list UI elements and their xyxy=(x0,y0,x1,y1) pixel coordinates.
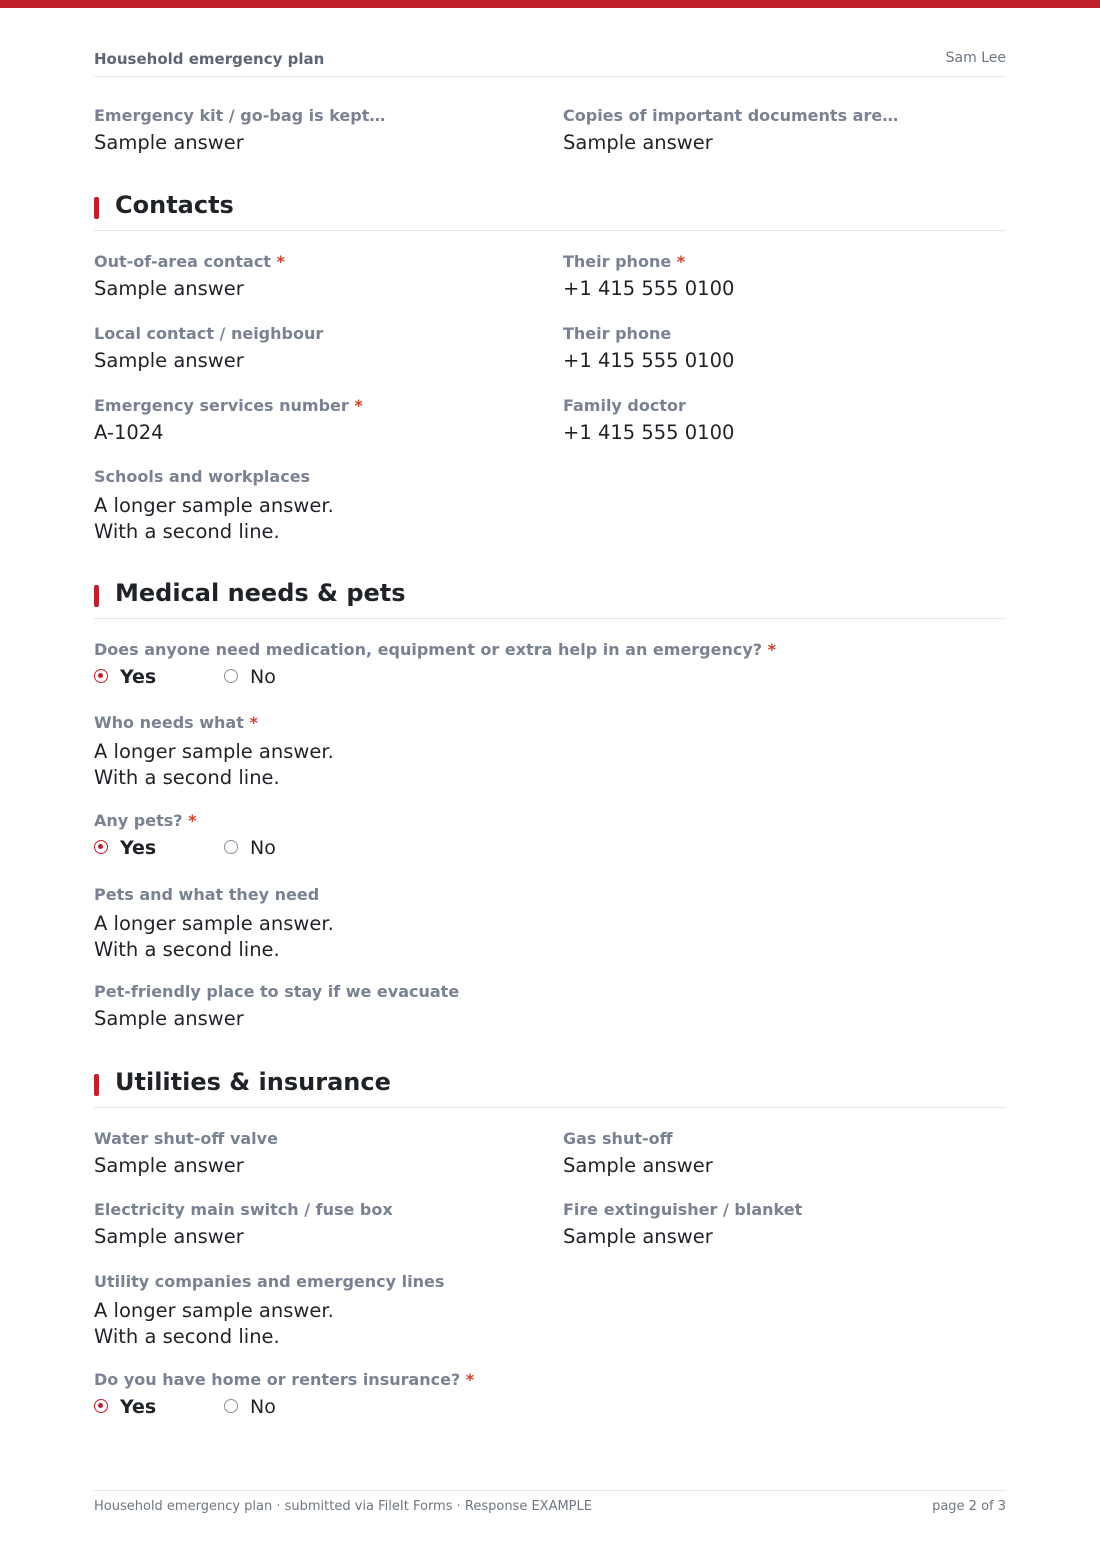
field-label: Out-of-area contact * xyxy=(94,252,285,271)
field-value: +1 415 555 0100 xyxy=(563,349,735,372)
radio-group xyxy=(94,1394,474,1422)
local-contact-phone-field xyxy=(563,324,734,374)
field-label: Any pets? * xyxy=(94,811,197,830)
electricity-switch-field xyxy=(94,1200,393,1250)
family-doctor-field xyxy=(563,396,734,446)
section-title: Medical needs & pets xyxy=(115,579,406,607)
insurance-question xyxy=(94,1370,474,1422)
value-line: A longer sample answer. xyxy=(94,740,334,763)
field-label: Who needs what * xyxy=(94,713,258,732)
value-line: With a second line. xyxy=(94,766,280,789)
section-utilities-insurance xyxy=(94,1068,1006,1108)
field-label: Utility companies and emergency lines xyxy=(94,1272,445,1291)
radio-label: Yes xyxy=(120,666,157,688)
section-medical-pets xyxy=(94,579,1006,619)
field-value: Sample answer xyxy=(94,1225,244,1248)
section-marker xyxy=(94,197,99,219)
field-value xyxy=(94,493,334,545)
required-marker: * xyxy=(354,396,363,415)
required-marker: * xyxy=(465,1370,475,1389)
field-label: Family doctor xyxy=(563,396,686,415)
field-value: +1 415 555 0100 xyxy=(563,277,735,300)
field-value: +1 415 555 0100 xyxy=(563,421,735,444)
radio-label: No xyxy=(250,1396,276,1418)
out-of-area-contact-field xyxy=(94,252,285,302)
required-marker: * xyxy=(676,252,686,271)
page-header xyxy=(94,48,1006,77)
schools-workplaces-field xyxy=(94,467,334,545)
section-contacts xyxy=(94,191,1006,231)
required-marker: * xyxy=(276,252,285,271)
field-label: Water shut-off valve xyxy=(94,1129,278,1148)
section-marker xyxy=(94,1074,99,1096)
value-line: A longer sample answer. xyxy=(94,494,334,517)
utility-companies-field xyxy=(94,1272,444,1350)
field-label: Their phone xyxy=(563,324,672,343)
out-of-area-phone-field xyxy=(563,252,734,302)
field-value: Sample answer xyxy=(94,1154,244,1177)
documents-location-field xyxy=(563,106,898,156)
radio-empty-icon xyxy=(224,669,238,683)
field-label: Electricity main switch / fuse box xyxy=(94,1200,393,1219)
radio-selected-icon xyxy=(94,669,108,683)
radio-selected-icon xyxy=(94,1399,108,1413)
go-bag-location-field xyxy=(94,106,385,156)
top-accent-bar xyxy=(0,0,1100,8)
field-value: Sample answer xyxy=(94,131,244,154)
pets-needs-field xyxy=(94,885,334,963)
field-value: Sample answer xyxy=(563,1225,713,1248)
field-label: Gas shut-off xyxy=(563,1129,673,1148)
field-label: Fire extinguisher / blanket xyxy=(563,1200,803,1219)
value-line: With a second line. xyxy=(94,1325,280,1348)
section-title: Utilities & insurance xyxy=(115,1068,391,1096)
field-label: Do you have home or renters insurance? * xyxy=(94,1370,475,1389)
radio-empty-icon xyxy=(224,1399,238,1413)
radio-group xyxy=(94,664,776,692)
value-line: With a second line. xyxy=(94,520,280,543)
field-label: Emergency kit / go-bag is kept… xyxy=(94,106,386,125)
field-label: Emergency services number * xyxy=(94,396,363,415)
value-line: A longer sample answer. xyxy=(94,912,334,935)
field-value xyxy=(94,1298,444,1350)
radio-label: No xyxy=(250,837,276,859)
section-title: Contacts xyxy=(115,191,234,219)
water-shutoff-field xyxy=(94,1129,278,1179)
value-line: With a second line. xyxy=(94,938,280,961)
emergency-services-number-field xyxy=(94,396,363,446)
field-value: Sample answer xyxy=(563,131,713,154)
local-contact-field xyxy=(94,324,323,374)
field-value: Sample answer xyxy=(563,1154,713,1177)
footer-info: Household emergency plan · submitted via FileIt Forms · Response EXAMPLE xyxy=(94,1499,592,1514)
field-value: A-1024 xyxy=(94,421,164,444)
field-label: Schools and workplaces xyxy=(94,467,311,486)
pet-friendly-place-field xyxy=(94,982,459,1032)
field-value: Sample answer xyxy=(94,1007,244,1030)
radio-group xyxy=(94,835,276,863)
field-value xyxy=(94,911,334,963)
field-label: Pet-friendly place to stay if we evacuate xyxy=(94,982,460,1001)
field-value: Sample answer xyxy=(94,349,244,372)
field-label: Local contact / neighbour xyxy=(94,324,324,343)
user-name: Sam Lee xyxy=(945,50,1006,66)
radio-label: Yes xyxy=(120,1396,157,1418)
who-needs-what-field xyxy=(94,713,334,791)
any-pets-question xyxy=(94,811,276,863)
field-value: Sample answer xyxy=(94,277,244,300)
value-line: A longer sample answer. xyxy=(94,1299,334,1322)
gas-shutoff-field xyxy=(563,1129,713,1179)
page-number: page 2 of 3 xyxy=(932,1499,1006,1514)
field-value xyxy=(94,739,334,791)
radio-label: No xyxy=(250,666,276,688)
field-label: Copies of important documents are… xyxy=(563,106,899,125)
page-footer xyxy=(94,1490,1006,1521)
section-marker xyxy=(94,585,99,607)
radio-empty-icon xyxy=(224,840,238,854)
field-label: Their phone * xyxy=(563,252,686,271)
field-label: Does anyone need medication, equipment or extra help in an emergency? * xyxy=(94,640,777,659)
required-marker: * xyxy=(767,640,777,659)
required-marker: * xyxy=(249,713,258,732)
field-label: Pets and what they need xyxy=(94,885,320,904)
form-title: Household emergency plan xyxy=(94,50,325,68)
radio-label: Yes xyxy=(120,837,157,859)
radio-selected-icon xyxy=(94,840,108,854)
required-marker: * xyxy=(188,811,197,830)
fire-extinguisher-field xyxy=(563,1200,802,1250)
medical-help-question xyxy=(94,640,776,692)
